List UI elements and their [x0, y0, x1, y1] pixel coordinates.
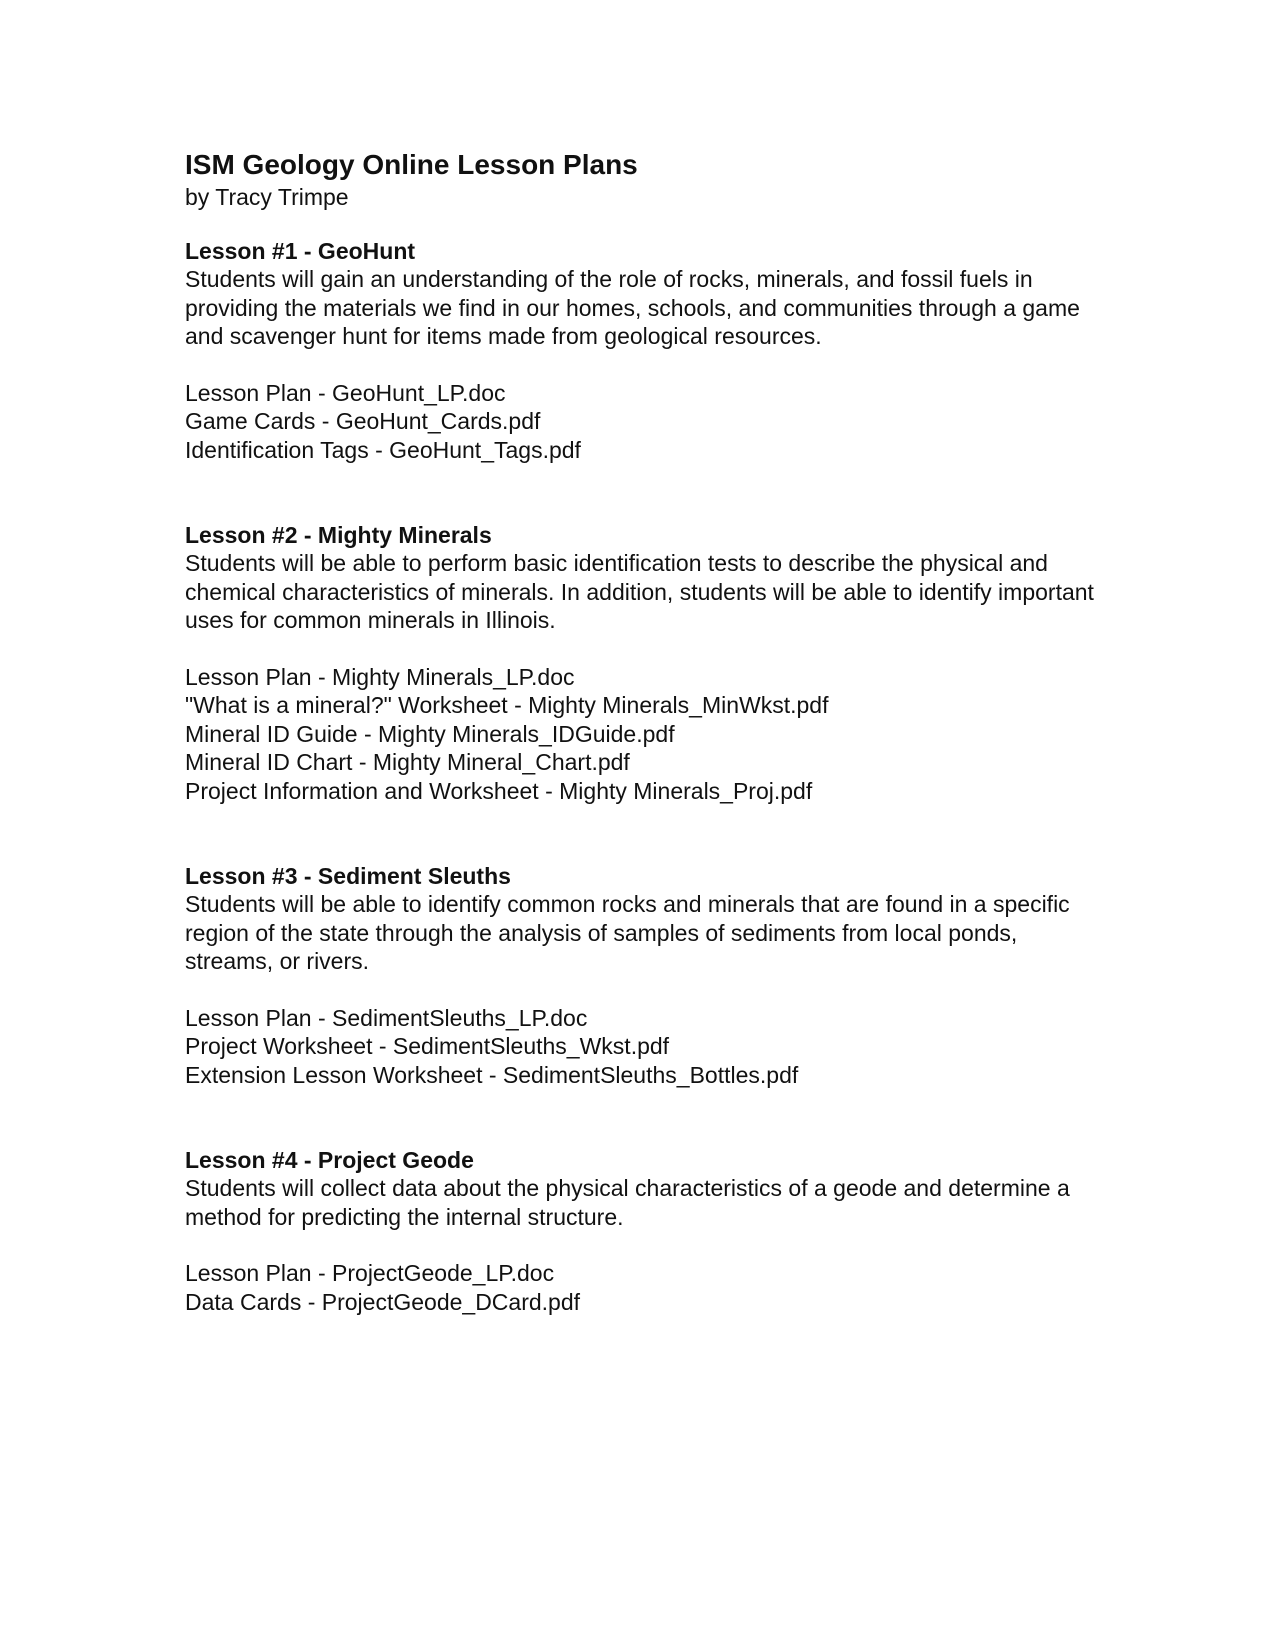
lesson-title: Lesson #3 - Sediment Sleuths	[185, 863, 511, 889]
resource-item: Lesson Plan - Mighty Minerals_LP.doc	[185, 663, 575, 690]
resource-list	[185, 663, 1105, 806]
resource-item: "What is a mineral?" Worksheet - Mighty Minerals_MinWkst.pdf	[185, 692, 829, 718]
resource-item: Lesson Plan - ProjectGeode_LP.doc	[185, 1260, 555, 1286]
resource-item: Identification Tags - GeoHunt_Tags.pdf	[185, 436, 581, 463]
lesson-description: Students will be able to identify common rocks and minerals that are found in a specific region of the state through the analysis of samples of sediments from local ponds, streams, or rivers.	[185, 891, 1070, 974]
lesson-3	[185, 862, 1105, 1089]
resource-item: Lesson Plan - SedimentSleuths_LP.doc	[185, 1004, 588, 1031]
lesson-title: Lesson #4 - Project Geode	[185, 1147, 474, 1173]
resource-item: Mineral ID Guide - Mighty Minerals_IDGuide.pdf	[185, 720, 675, 747]
resource-item: Lesson Plan - GeoHunt_LP.doc	[185, 379, 506, 406]
lesson-title: Lesson #1 - GeoHunt	[185, 238, 416, 264]
resource-item: Project Information and Worksheet - Mighty Minerals_Proj.pdf	[185, 777, 813, 804]
lesson-description: Students will gain an understanding of the role of rocks, minerals, and fossil fuels in providing the materials we find in our homes, schools, and communities through a game and scavenger hunt for items made from geological resources.	[185, 266, 1080, 349]
section-spacer	[185, 1089, 1105, 1146]
resource-item: Mineral ID Chart - Mighty Mineral_Chart.pdf	[185, 749, 630, 775]
document-author: by Tracy Trimpe	[185, 184, 349, 210]
lesson-description: Students will collect data about the physical characteristics of a geode and determine a method for predicting the internal structure.	[185, 1175, 1070, 1230]
resource-list	[185, 379, 1105, 465]
resource-item: Project Worksheet - SedimentSleuths_Wkst.pdf	[185, 1033, 670, 1059]
lesson-1	[185, 237, 1105, 464]
section-spacer	[185, 464, 1105, 521]
resource-item: Game Cards - GeoHunt_Cards.pdf	[185, 408, 541, 434]
resource-list	[185, 1004, 1105, 1090]
resource-list	[185, 1259, 1105, 1316]
resource-item: Extension Lesson Worksheet - SedimentSleuths_Bottles.pdf	[185, 1061, 799, 1088]
lesson-2	[185, 521, 1105, 805]
section-spacer	[185, 805, 1105, 862]
resource-item: Data Cards - ProjectGeode_DCard.pdf	[185, 1288, 581, 1315]
document-page	[185, 148, 1105, 1316]
lesson-description: Students will be able to perform basic identification tests to describe the physical and chemical characteristics of minerals. In addition, students will be able to identify important uses for common minerals in Illinois.	[185, 550, 1094, 633]
lesson-title: Lesson #2 - Mighty Minerals	[185, 522, 492, 548]
lesson-4	[185, 1146, 1105, 1316]
document-title: ISM Geology Online Lesson Plans	[185, 149, 638, 180]
